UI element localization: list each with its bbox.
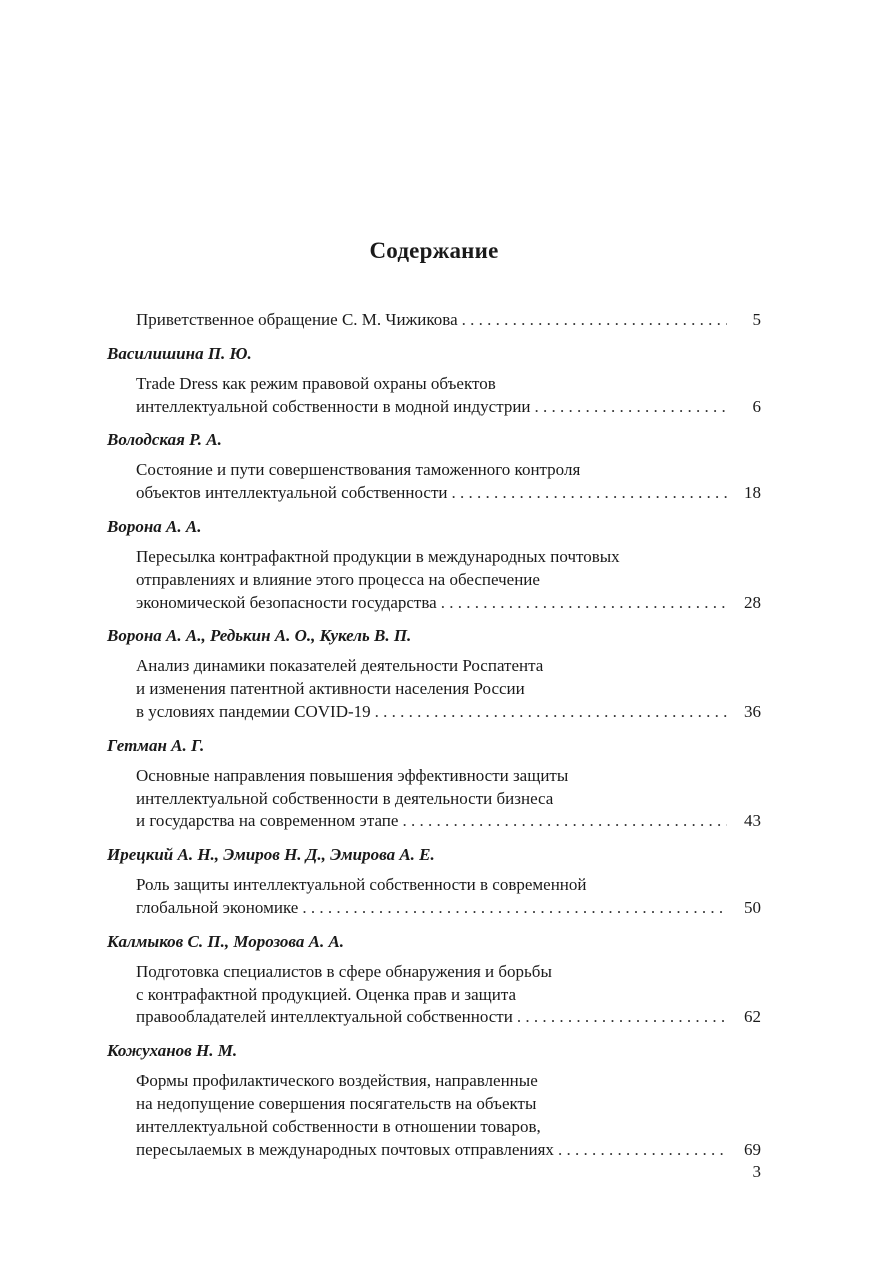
entry-title-line: глобальной экономике — [136, 897, 299, 917]
entry-title-line: с контрафактной продукцией. Оценка прав и защита — [136, 984, 517, 1004]
entry-title-line: на недопущение совершения посягательств на объекты — [136, 1093, 537, 1113]
entry-title-line: экономической безопасности государства — [136, 592, 437, 612]
entry-title-line: отправлениях и влияние этого процесса на обеспечение — [136, 569, 540, 589]
entry-title-last-line — [136, 309, 761, 332]
entry-spacer — [107, 332, 761, 343]
entry-title — [107, 309, 761, 332]
entry-title-line: и изменения патентной активности населения России — [136, 679, 525, 699]
entry-page-number[interactable]: 36 — [744, 701, 761, 721]
dot-leader — [402, 810, 727, 833]
dot-leader — [558, 1139, 727, 1162]
entry-page-number[interactable]: 62 — [744, 1007, 761, 1027]
toc-entry[interactable] — [107, 309, 761, 332]
dot-leader — [517, 1006, 727, 1029]
entry-spacer — [107, 920, 761, 931]
entry-title-line: Приветственное обращение С. М. Чижикова — [136, 310, 458, 329]
dot-leader — [375, 701, 727, 724]
page-number: 3 — [752, 1162, 761, 1181]
entry-title — [107, 655, 761, 723]
entry-title-line: в условиях пандемии COVID-19 — [136, 701, 371, 721]
dot-leader — [441, 592, 727, 615]
entry-title-line: правообладателей интеллектуальной собственности — [136, 1007, 513, 1027]
entry-spacer — [107, 418, 761, 429]
entry-title-line: Пересылка контрафактной продукции в международных почтовых — [136, 546, 620, 566]
entry-title-line: Роль защиты интеллектуальной собственности в современной — [136, 875, 587, 895]
dot-leader — [302, 897, 727, 920]
entry-spacer — [107, 833, 761, 844]
toc-entry[interactable] — [107, 343, 761, 419]
entry-title — [107, 459, 761, 505]
entry-spacer — [107, 614, 761, 625]
toc-entry[interactable] — [107, 625, 761, 723]
entry-title — [107, 373, 761, 419]
entry-spacer — [107, 724, 761, 735]
dot-leader — [452, 482, 728, 505]
toc-entry[interactable] — [107, 1040, 761, 1161]
entry-title-line: Подготовка специалистов в сфере обнаружения и борьбы — [136, 961, 552, 981]
table-of-contents — [107, 309, 761, 1161]
entry-author: Гетман А. Г. — [107, 735, 205, 755]
entry-title-line: Основные направления повышения эффективности защиты — [136, 765, 569, 785]
dot-leader — [462, 309, 727, 332]
entry-author: Володская Р. А. — [107, 430, 222, 450]
entry-author: Кожуханов Н. М. — [107, 1041, 238, 1061]
entry-title-line: Формы профилактического воздействия, направленные — [136, 1071, 538, 1091]
toc-entry[interactable] — [107, 931, 761, 1029]
entry-title-last-line — [136, 1006, 761, 1029]
toc-entry[interactable] — [107, 844, 761, 920]
entry-title-line: объектов интеллектуальной собственности — [136, 483, 448, 503]
toc-entry[interactable] — [107, 429, 761, 505]
dot-leader — [535, 396, 727, 419]
entry-page-number[interactable]: 50 — [744, 897, 761, 917]
entry-page-number[interactable]: 5 — [752, 310, 761, 329]
entry-page-number[interactable]: 69 — [744, 1139, 761, 1159]
entry-author: Ворона А. А., Редькин А. О., Кукель В. П. — [107, 626, 412, 646]
entry-author: Василишина П. Ю. — [107, 343, 252, 363]
entry-title-line: интеллектуальной собственности в модной индустрии — [136, 396, 531, 416]
entry-title — [107, 1070, 761, 1161]
entry-page-number[interactable]: 28 — [744, 592, 761, 612]
page-title: Содержание — [369, 238, 499, 263]
entry-title-line: Trade Dress как режим правовой охраны объектов — [136, 373, 496, 393]
entry-title-last-line — [136, 482, 761, 505]
entry-author: Ворона А. А. — [107, 516, 202, 536]
toc-entry[interactable] — [107, 516, 761, 614]
toc-entry[interactable] — [107, 735, 761, 833]
entry-page-number[interactable]: 18 — [744, 483, 761, 503]
entry-author: Калмыков С. П., Морозова А. А. — [107, 931, 345, 951]
entry-title — [107, 961, 761, 1029]
entry-title-last-line — [136, 810, 761, 833]
entry-title-line: интеллектуальной собственности в деятельности бизнеса — [136, 788, 554, 808]
entry-title-last-line — [136, 1139, 761, 1162]
entry-title-last-line — [136, 592, 761, 615]
entry-title-line: интеллектуальной собственности в отношении товаров, — [136, 1116, 541, 1136]
entry-title-line: пересылаемых в международных почтовых отправлениях — [136, 1139, 554, 1159]
entry-title-line: Состояние и пути совершенствования таможенного контроля — [136, 460, 581, 480]
entry-title-line: и государства на современном этапе — [136, 811, 399, 831]
entry-page-number[interactable]: 43 — [744, 811, 761, 831]
entry-title-line: Анализ динамики показателей деятельности Роспатента — [136, 656, 544, 676]
entry-title-last-line — [136, 897, 761, 920]
entry-spacer — [107, 1029, 761, 1040]
entry-title — [107, 874, 761, 920]
entry-title-last-line — [136, 701, 761, 724]
entry-author: Ирецкий А. Н., Эмиров Н. Д., Эмирова А. Е. — [107, 845, 435, 865]
entry-spacer — [107, 505, 761, 516]
entry-title — [107, 546, 761, 614]
entry-title — [107, 765, 761, 833]
entry-page-number[interactable]: 6 — [752, 396, 761, 416]
entry-title-last-line — [136, 396, 761, 419]
